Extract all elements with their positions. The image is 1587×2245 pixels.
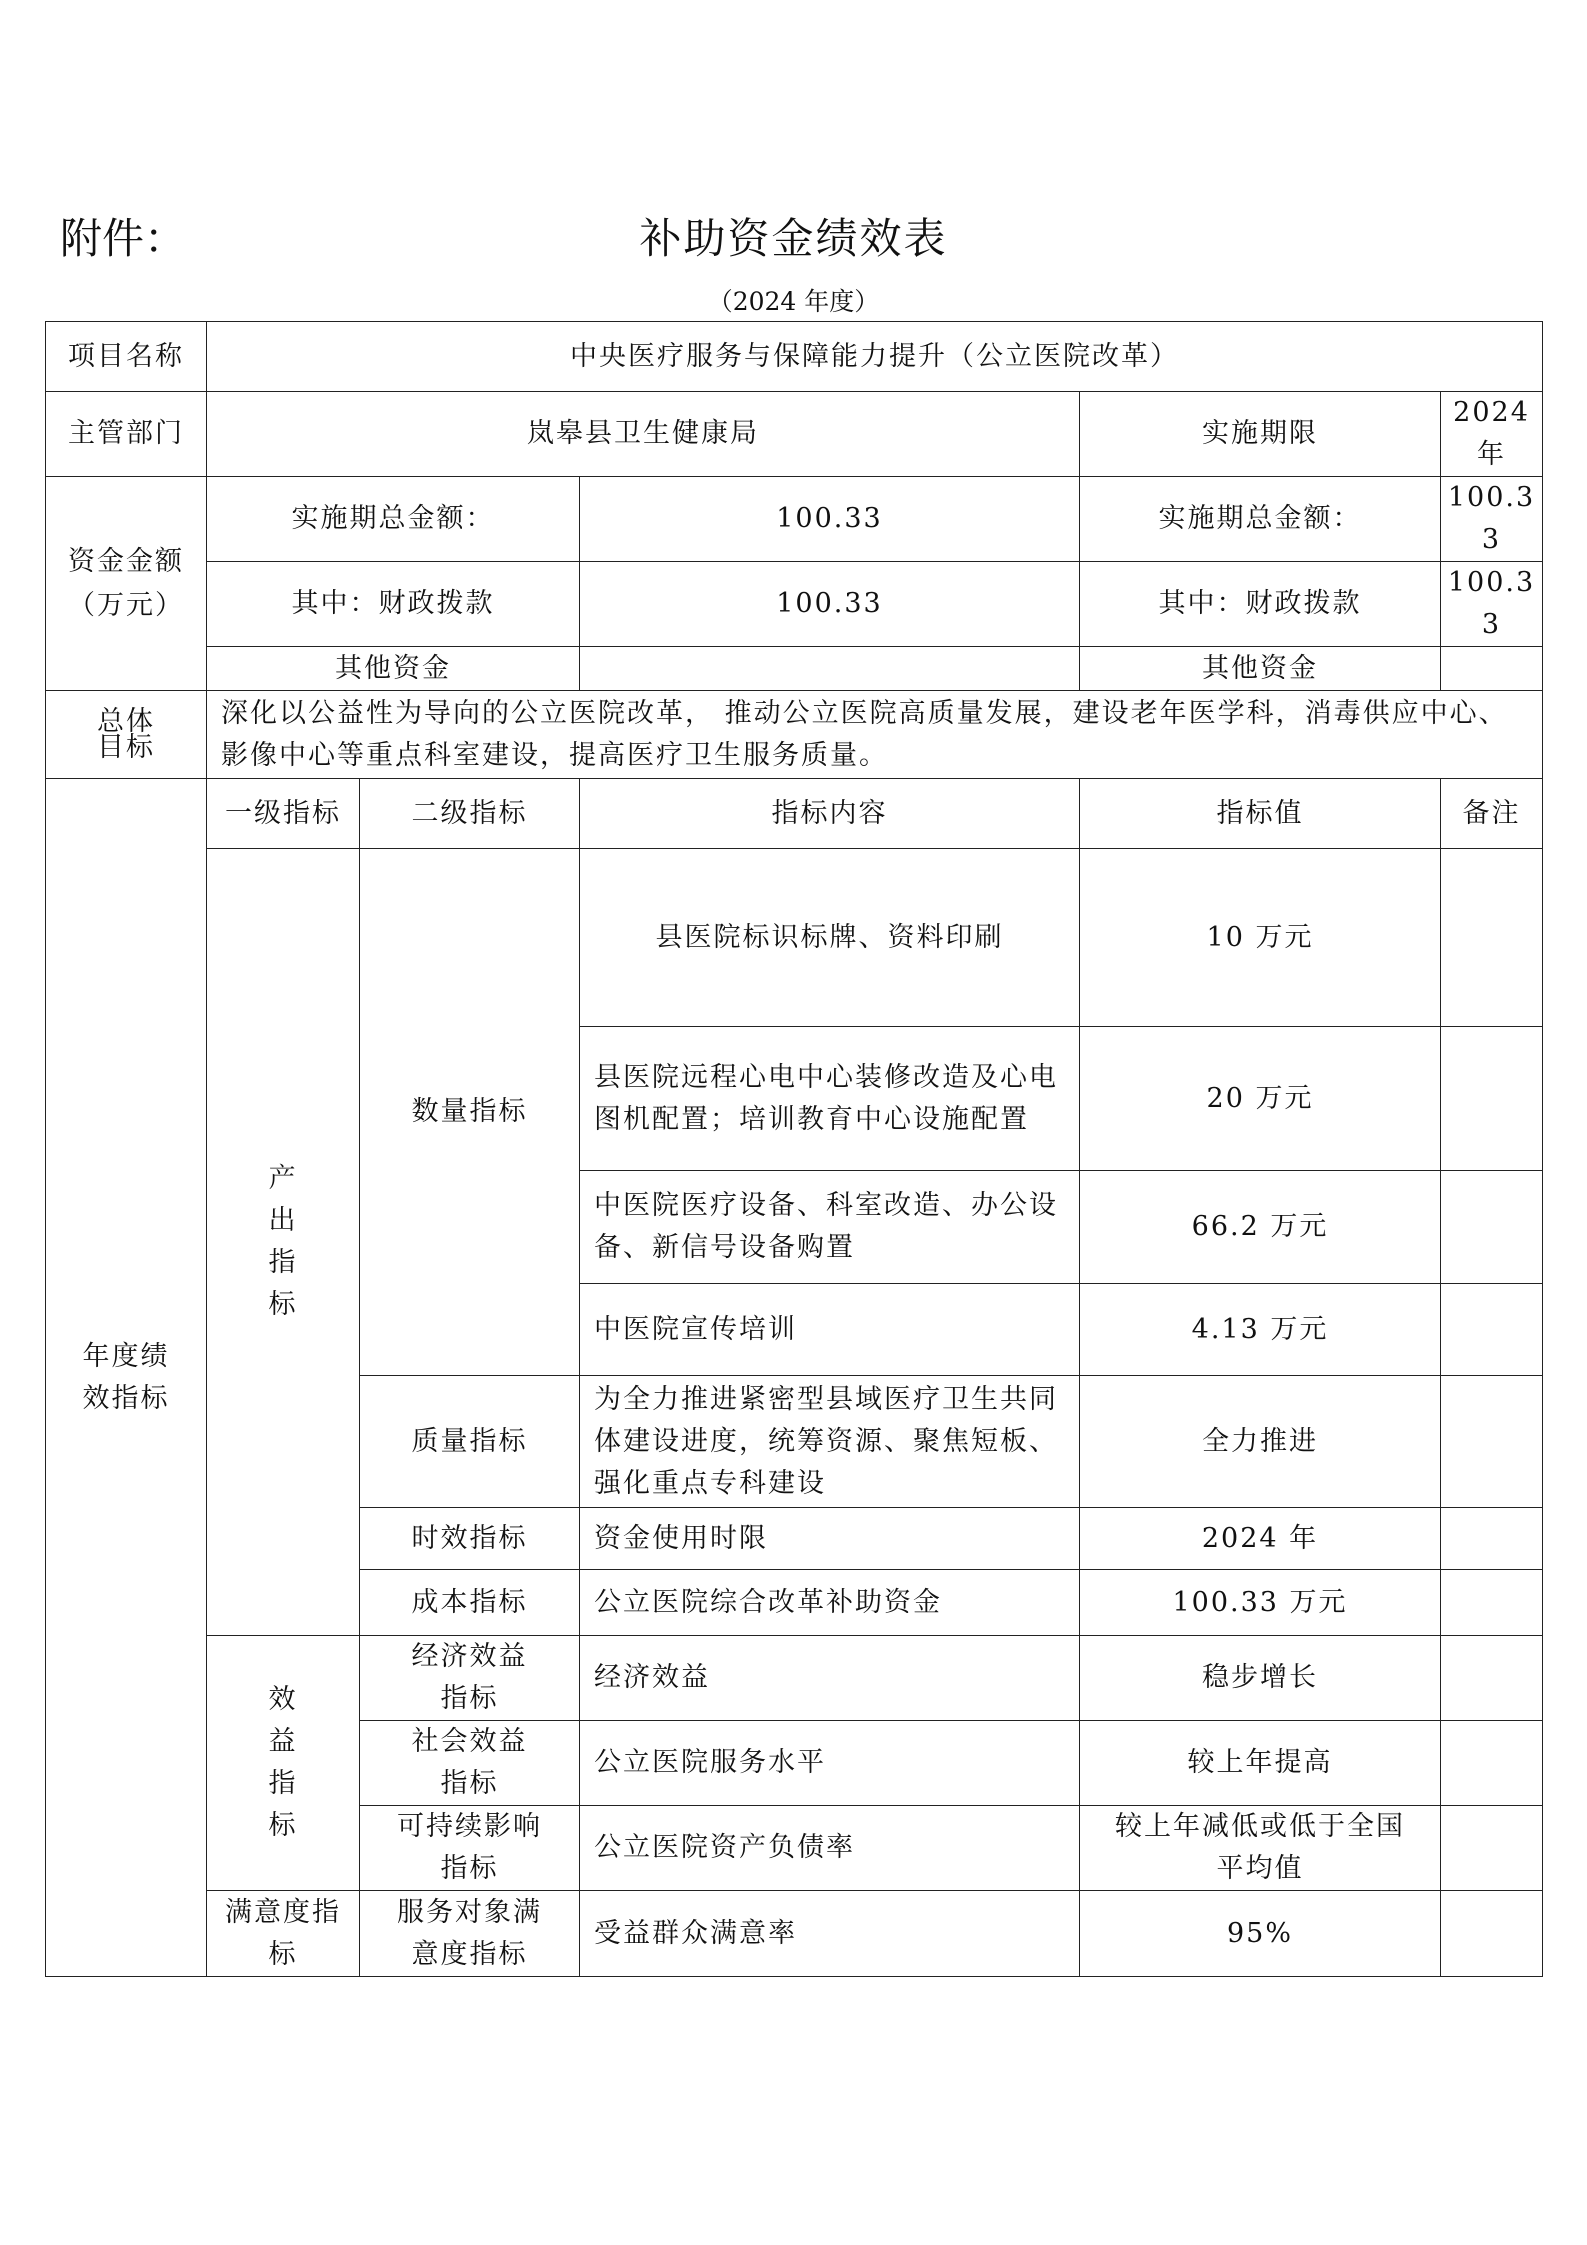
table-row — [46, 849, 1543, 1027]
funds-total-value-2: 100.33 — [1441, 477, 1543, 562]
indicator-content: 经济效益 — [580, 1636, 1080, 1721]
period-label: 实施期限 — [1080, 392, 1441, 477]
table-row — [46, 1636, 1543, 1721]
project-row — [46, 322, 1543, 392]
indicator-note — [1441, 1891, 1543, 1977]
goal-text: 深化以公益性为导向的公立医院改革， 推动公立医院高质量发展，建设老年医学科，消毒供应中心、影像中心等重点科室建设，提高医疗卫生服务质量。 — [207, 691, 1543, 779]
social-indicator-label: 社会效益指标 — [360, 1721, 580, 1806]
header-level2: 二级指标 — [360, 779, 580, 849]
quality-indicator-label: 质量指标 — [360, 1376, 580, 1508]
indicator-note — [1441, 1027, 1543, 1171]
indicator-value: 较上年减低或低于全国平均值 — [1080, 1806, 1441, 1891]
header-value: 指标值 — [1080, 779, 1441, 849]
indicator-note — [1441, 1171, 1543, 1284]
header-level1: 一级指标 — [207, 779, 360, 849]
indicator-note — [1441, 1636, 1543, 1721]
indicator-value: 20 万元 — [1080, 1027, 1441, 1171]
project-name: 中央医疗服务与保障能力提升（公立医院改革） — [207, 322, 1543, 392]
indicator-content: 公立医院服务水平 — [580, 1721, 1080, 1806]
indicator-content: 县医院远程心电中心装修改造及心电图机配置；培训教育中心设施配置 — [580, 1027, 1080, 1171]
indicator-note — [1441, 849, 1543, 1027]
indicator-note — [1441, 1284, 1543, 1376]
benefit-indicator-label: 效益指标 — [207, 1636, 360, 1891]
indicator-section-label: 年度绩效指标 — [46, 779, 207, 1977]
indicator-content: 公立医院综合改革补助资金 — [580, 1570, 1080, 1636]
funds-fiscal-label-2: 其中：财政拨款 — [1080, 562, 1441, 647]
funds-total-label-2: 实施期总金额： — [1080, 477, 1441, 562]
indicator-note — [1441, 1806, 1543, 1891]
header-content: 指标内容 — [580, 779, 1080, 849]
table-row — [46, 1891, 1543, 1977]
funds-other-row — [46, 647, 1543, 691]
page-title: 补助资金绩效表 — [639, 214, 948, 263]
indicator-value: 4.13 万元 — [1080, 1284, 1441, 1376]
indicator-content: 资金使用时限 — [580, 1508, 1080, 1570]
performance-table — [45, 321, 1543, 1977]
indicator-content: 受益群众满意率 — [580, 1891, 1080, 1977]
indicator-note — [1441, 1570, 1543, 1636]
indicator-value: 100.33 万元 — [1080, 1570, 1441, 1636]
funds-other-value — [580, 647, 1080, 691]
goal-label: 总体目标 — [46, 691, 207, 779]
service-indicator-label: 服务对象满意度指标 — [360, 1891, 580, 1977]
attachment-label: 附件： — [60, 214, 187, 263]
header-note: 备注 — [1441, 779, 1543, 849]
economic-indicator-label: 经济效益指标 — [360, 1636, 580, 1721]
cost-indicator-label: 成本指标 — [360, 1570, 580, 1636]
dept-row — [46, 392, 1543, 477]
funds-other-value-2 — [1441, 647, 1543, 691]
indicator-note — [1441, 1721, 1543, 1806]
period-value: 2024 年 — [1441, 392, 1543, 477]
funds-fiscal-value: 100.33 — [580, 562, 1080, 647]
quantity-indicator-label: 数量指标 — [360, 849, 580, 1376]
project-label: 项目名称 — [46, 322, 207, 392]
funds-other-label-2: 其他资金 — [1080, 647, 1441, 691]
indicator-value: 2024 年 — [1080, 1508, 1441, 1570]
indicator-header-row — [46, 779, 1543, 849]
satisfaction-indicator-label: 满意度指标 — [207, 1891, 360, 1977]
indicator-value: 稳步增长 — [1080, 1636, 1441, 1721]
indicator-content: 县医院标识标牌、资料印刷 — [580, 849, 1080, 1027]
funds-total-row — [46, 477, 1543, 562]
indicator-content: 为全力推进紧密型县域医疗卫生共同体建设进度，统筹资源、聚焦短板、强化重点专科建设 — [580, 1376, 1080, 1508]
funds-fiscal-value-2: 100.33 — [1441, 562, 1543, 647]
indicator-value: 95% — [1080, 1891, 1441, 1977]
indicator-note — [1441, 1508, 1543, 1570]
output-indicator-label: 产出指标 — [207, 849, 360, 1636]
funds-total-value: 100.33 — [580, 477, 1080, 562]
funds-fiscal-label: 其中：财政拨款 — [207, 562, 580, 647]
dept-label: 主管部门 — [46, 392, 207, 477]
indicator-note — [1441, 1376, 1543, 1508]
indicator-content: 中医院宣传培训 — [580, 1284, 1080, 1376]
funds-label: 资金金额（万元） — [46, 477, 207, 691]
indicator-value: 全力推进 — [1080, 1376, 1441, 1508]
funds-other-label: 其他资金 — [207, 647, 580, 691]
indicator-value: 10 万元 — [1080, 849, 1441, 1027]
indicator-value: 66.2 万元 — [1080, 1171, 1441, 1284]
indicator-content: 中医院医疗设备、科室改造、办公设备、新信号设备购置 — [580, 1171, 1080, 1284]
funds-fiscal-row — [46, 562, 1543, 647]
goal-row — [46, 691, 1543, 779]
indicator-value: 较上年提高 — [1080, 1721, 1441, 1806]
sustain-indicator-label: 可持续影响指标 — [360, 1806, 580, 1891]
timeliness-indicator-label: 时效指标 — [360, 1508, 580, 1570]
indicator-content: 公立医院资产负债率 — [580, 1806, 1080, 1891]
year-subtitle: （2024 年度） — [707, 287, 880, 316]
dept-name: 岚皋县卫生健康局 — [207, 392, 1080, 477]
funds-total-label: 实施期总金额： — [207, 477, 580, 562]
